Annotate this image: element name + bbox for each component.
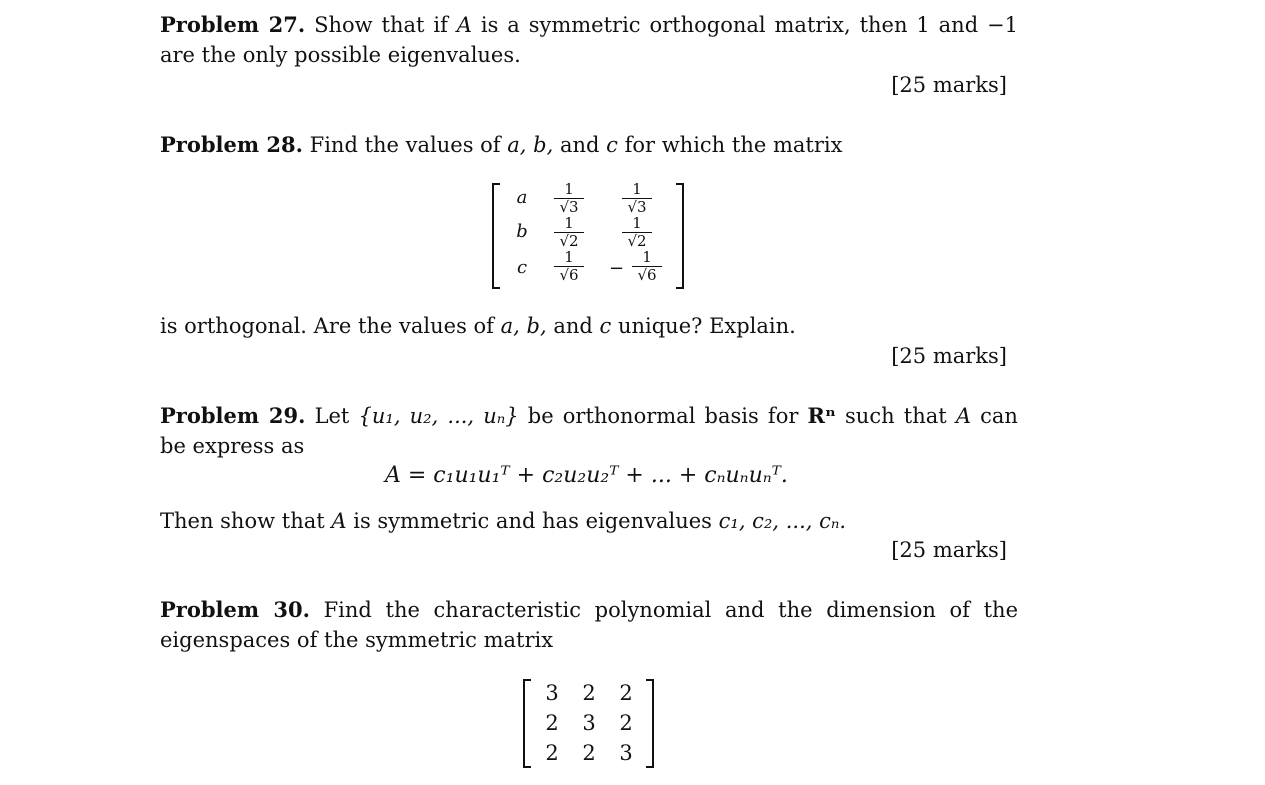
problem-28-text-b: for which the matrix (624, 133, 843, 157)
problem-27-line1 (160, 10, 1018, 40)
matrix-left-bracket (523, 679, 531, 768)
problem-28-after (160, 311, 1018, 341)
problem-29-text-d: can (980, 404, 1018, 428)
problem-28-label: Problem 28. (160, 132, 303, 157)
problem-27-text-b: is a symmetric orthogonal matrix, then 1 and −1 (480, 13, 1019, 37)
problem-28-text-a: Find the values of (309, 133, 501, 157)
matrix-entry: 2 (582, 741, 596, 765)
problem-30-line1 (160, 595, 1018, 625)
problem-29-space: Rⁿ (807, 403, 836, 428)
matrix-entry-c: c (516, 257, 528, 278)
matrix-fraction: 1 √2 (622, 216, 652, 249)
symmetric-matrix (523, 679, 654, 768)
orthogonal-matrix (492, 180, 684, 289)
matrix-right-bracket (676, 183, 684, 289)
problem-27-line2: are the only possible eigenvalues. (160, 43, 521, 67)
problem-29-marks: [25 marks] (891, 538, 1007, 562)
matrix-fraction: 1 √3 (554, 182, 584, 215)
matrix-entry: 3 (545, 681, 559, 705)
matrix-right-bracket (646, 679, 654, 768)
problem-29-equation: A = c₁u₁u₁ᵀ + c₂u₂u₂ᵀ + ... + cₙuₙuₙᵀ. (385, 463, 788, 488)
matrix-fraction: 1 √3 (622, 182, 652, 215)
problem-28-after-vars: a, b, (500, 314, 547, 338)
matrix-fraction: 1 √6 (632, 250, 662, 283)
matrix-entry: 3 (619, 741, 633, 765)
matrix-entry: 3 (582, 711, 596, 735)
problem-27-label: Problem 27. (160, 12, 306, 37)
problem-29-text-b: be orthonormal basis for (527, 404, 799, 428)
problem-28-var-c: c (606, 133, 618, 157)
problem-29-var-a: A (955, 404, 971, 428)
problem-29-then-var-a: A (331, 509, 347, 533)
problem-27-text-a: Show that if (314, 13, 448, 37)
problem-29-then-text-b: is symmetric and has eigenvalues (353, 509, 712, 533)
problem-28-line1 (160, 130, 1018, 160)
problem-29-line2: be express as (160, 434, 305, 458)
problem-28-vars: a, b, (507, 133, 554, 157)
problem-28-marks: [25 marks] (891, 344, 1007, 368)
matrix-entry: 2 (545, 711, 559, 735)
matrix-entry: 2 (545, 741, 559, 765)
problem-29-then-text-a: Then show that (160, 509, 325, 533)
problem-28-after-text-a: is orthogonal. Are the values of (160, 314, 494, 338)
problem-28-and: and (559, 133, 600, 157)
problem-27-var-a: A (456, 13, 472, 37)
problem-29-label: Problem 29. (160, 403, 306, 428)
problem-30-text-a: Find the characteristic polynomial and the dimension of the (323, 598, 1018, 622)
matrix-fraction: 1 √2 (554, 216, 584, 249)
matrix-entry: 2 (619, 711, 633, 735)
matrix-fraction: 1 √6 (554, 250, 584, 283)
matrix-minus-sign: − (609, 258, 625, 279)
problem-27-marks: [25 marks] (891, 73, 1007, 97)
problem-29-text-a: Let (314, 404, 350, 428)
matrix-entry: 2 (582, 681, 596, 705)
problem-28-after-and: and (553, 314, 593, 338)
problem-30-label: Problem 30. (160, 597, 310, 622)
matrix-entry: 2 (619, 681, 633, 705)
problem-28-after-var-c: c (599, 314, 612, 338)
problem-29-basis-set: {u₁, u₂, ..., uₙ} (358, 404, 519, 428)
matrix-left-bracket (492, 183, 500, 289)
problem-29-line1 (160, 401, 1018, 431)
problem-30-line2: eigenspaces of the symmetric matrix (160, 628, 554, 652)
matrix-entry-a: a (516, 187, 528, 208)
matrix-entry-b: b (516, 221, 528, 242)
problem-28-after-text-b: unique? Explain. (617, 314, 796, 338)
problem-29-then (160, 506, 1018, 536)
problem-29-text-c: such that (845, 404, 947, 428)
problem-29-eigenvalues: c₁, c₂, ..., cₙ. (718, 509, 847, 533)
